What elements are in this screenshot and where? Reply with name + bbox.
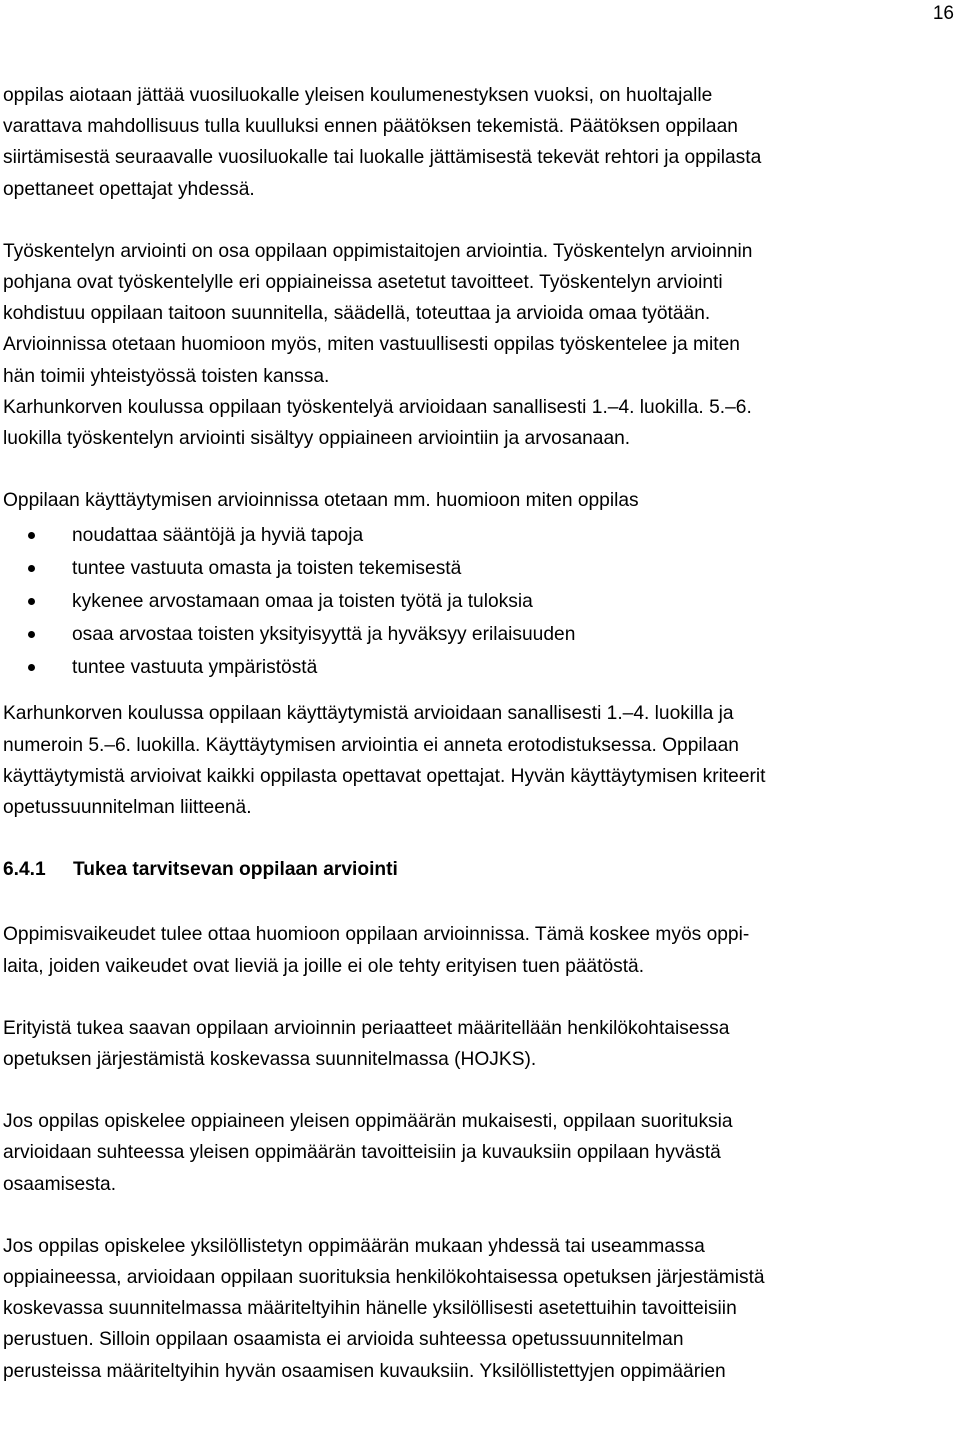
section-number: 6.4.1 — [3, 859, 46, 881]
section-title: Tukea tarvitsevan oppilaan arviointi — [73, 859, 398, 881]
list-item — [3, 585, 953, 618]
list-item — [3, 519, 953, 552]
paragraph-behavior-assessment: Karhunkorven koulussa oppilaan käyttäytymistä arvioidaan sanallisesti 1.–4. luokilla ja numeroin 5.–6. luokilla. Käyttäytymisen arviointia ei anneta erotodistuksessa. Oppilaan käyttäytymistä arvioivat kaikki oppilasta opettavat opettajat. Hyvän käyttäytymisen kriteerit opetussuunnitelman liitteenä. — [3, 703, 766, 819]
document-body — [3, 80, 953, 1387]
bullet-icon — [28, 631, 35, 638]
paragraph-work-assessment: Työskentelyn arviointi on osa oppilaan oppimistaitojen arviointia. Työskentelyn arvioinnin pohjana ovat työskentelylle eri oppiaineissa asetetut tavoitteet. Työskentelyn arviointi kohdistuu oppilaan taitoon suunnitella, säädellä, toteuttaa ja arvioida omaa työtään. Arvioinnissa otetaan huomioon myös, miten vastuullisesti oppilas työskentelee ja miten hän toimii yhteistyössä toisten kanssa. Karhunkorven koulussa oppilaan työskentelyä arvioidaan sanallisesti 1.–4. luokilla. 5.–6. luokilla työskentelyn arviointi sisältyy oppiaineen arviointiin ja arvosanaan. — [3, 240, 753, 450]
behavior-criteria-list — [3, 519, 953, 684]
list-item — [3, 651, 953, 684]
bullet-icon — [28, 532, 35, 539]
list-item — [3, 552, 953, 585]
paragraph-grade-retention: oppilas aiotaan jättää vuosiluokalle yleisen koulumenestyksen vuoksi, on huoltajalle varattava mahdollisuus tulla kuulluksi ennen päätöksen tekemistä. Päätöksen oppilaan siirtämisestä seuraavalle vuosiluokalle tai luokalle jättämisestä tekevät rehtori ja oppilasta opettaneet opettajat yhdessä. — [3, 85, 762, 200]
paragraph-learning-difficulties: Oppimisvaikeudet tulee ottaa huomioon oppilaan arvioinnissa. Tämä koskee myös oppi- laita, joiden vaikeudet ovat lieviä ja joille ei ole tehty erityisen tuen päätöstä. — [3, 924, 750, 977]
page-number: 16 — [932, 3, 954, 24]
list-item-text: kykenee arvostamaan omaa ja toisten työtä ja tuloksia — [72, 591, 533, 613]
list-item-text: tuntee vastuuta ympäristöstä — [72, 657, 318, 679]
paragraph-individualized-syllabus: Jos oppilas opiskelee yksilöllistetyn oppimäärän mukaan yhdessä tai useammassa oppiaineessa, arvioidaan oppilaan suorituksia henkilökohtaisessa opetuksen järjestämistä koskevassa suunnitelmassa määriteltyihin hänelle yksilöllisesti asetettuihin tavoitteisiin perustuen. Silloin oppilaan osaamista ei arvioida suhteessa opetussuunnitelman perusteissa määriteltyihin hyvän osaamisen kuvauksiin. Yksilöllistettyjen oppimäärien — [3, 1235, 765, 1382]
paragraph-behavior-intro: Oppilaan käyttäytymisen arvioinnissa otetaan mm. huomioon miten oppilas — [3, 490, 639, 512]
list-item-text: tuntee vastuuta omasta ja toisten tekemisestä — [72, 558, 462, 580]
list-item — [3, 618, 953, 651]
list-item-text: noudattaa sääntöjä ja hyviä tapoja — [72, 525, 364, 547]
list-item-text: osaa arvostaa toisten yksityisyyttä ja hyväksyy erilaisuuden — [72, 624, 576, 646]
paragraph-general-syllabus: Jos oppilas opiskelee oppiaineen yleisen oppimäärän mukaisesti, oppilaan suorituksia arvioidaan suhteessa yleisen oppimäärän tavoitteisiin ja kuvauksiin oppilaan hyvästä osaamisesta. — [3, 1111, 733, 1195]
bullet-icon — [28, 664, 35, 671]
bullet-icon — [28, 598, 35, 605]
paragraph-special-support: Erityistä tukea saavan oppilaan arvioinnin periaatteet määritellään henkilökohtaisessa opetuksen järjestämistä koskevassa suunnitelmassa (HOJKS). — [3, 1017, 730, 1071]
bullet-icon — [28, 565, 35, 572]
section-heading — [3, 854, 953, 885]
